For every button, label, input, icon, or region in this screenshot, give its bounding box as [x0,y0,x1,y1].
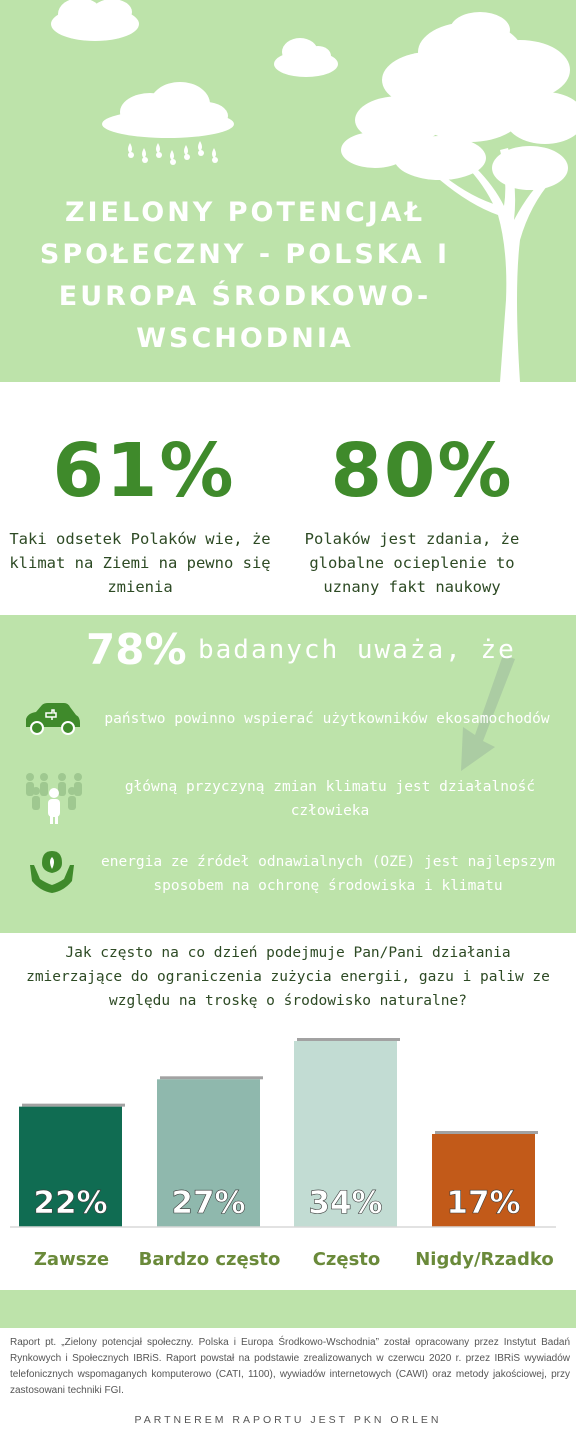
category-label: Często [312,1249,381,1270]
opinion-item-ecocars: państwo powinno wspierać użytkowników ekosamochodów [104,711,550,727]
stat-text-climate-change: Taki odsetek Polaków wie, że klimat na Ziemi na pewno się zmienia [9,530,271,596]
bar-shadow [22,1104,125,1107]
hero-banner [0,0,576,382]
bar-value-label: 17% [446,1185,521,1221]
bar-shadow [160,1076,263,1079]
stat-value-climate-change: 61% [52,428,236,514]
hero-title-line: EUROPA ŚRODKOWO- [58,281,432,312]
stat-value-global-warming: 80% [330,428,514,514]
cloud-icon [51,0,139,41]
bar-shadow [435,1131,538,1134]
opinions-heading: badanych uważa, że [198,635,516,665]
category-label: Nigdy/Rzadko [415,1249,554,1270]
hero-title-line: ZIELONY POTENCJAŁ [64,197,426,228]
electric-car-icon [22,701,82,737]
hero-title [20,192,470,360]
opinions-percent: 78% [86,625,187,674]
hero-title-line: SPOŁECZNY - POLSKA I [39,239,451,270]
opinion-item-human-cause: główną przyczyną zmian klimatu jest działalność człowieka [124,779,536,819]
bar-shadow [297,1038,400,1041]
hero-title-line: WSCHODNIA [136,323,354,354]
bar-value-label: 27% [171,1185,246,1221]
bar-value-label: 34% [308,1185,383,1221]
rain-cloud-icon [102,82,234,165]
report-partner: PARTNEREM RAPORTU JEST PKN ORLEN [134,1414,442,1426]
category-label: Zawsze [33,1249,110,1270]
hands-leaf-icon [28,845,76,897]
people-group-icon [22,771,86,825]
stats-section [0,382,576,615]
footer-band [0,1290,576,1328]
cloud-icon [274,38,338,77]
report-footnote: Raport pt. „Zielony potencjał społeczny. Polska i Europa Środkowo-Wschodnia” został opracowany przez Instytut Badań Rynkowych i Społecznych IBRiS. Raport powstał na podstawie zrealizowanych w czerwcu 2020 r. przez IBRiS wywiadów telefonicznych wspomaganych komputerowo (CATI, 1100), wywiadów internetowych (CAWI) oraz metody jakościowej, przy zastosowani techniki FGI. [10,1337,570,1396]
category-label: Bardzo często [138,1249,281,1270]
stat-text-global-warming: Polaków jest zdania, że globalne ocieplenie to uznany fakt naukowy [304,530,520,596]
opinions-section [0,615,576,933]
survey-question: Jak często na co dzień podejmuje Pan/Pani działania zmierzające do ograniczenia zużycia energii, gazu i paliw ze względu na troskę o środowisko naturalne? [26,945,550,1009]
opinion-item-renewables: energia ze źródeł odnawialnych (OZE) jest najlepszym sposobem na ochronę środowiska i klimatu [101,854,555,894]
bar-chart [0,1020,576,1290]
bar-value-label: 22% [33,1185,108,1221]
